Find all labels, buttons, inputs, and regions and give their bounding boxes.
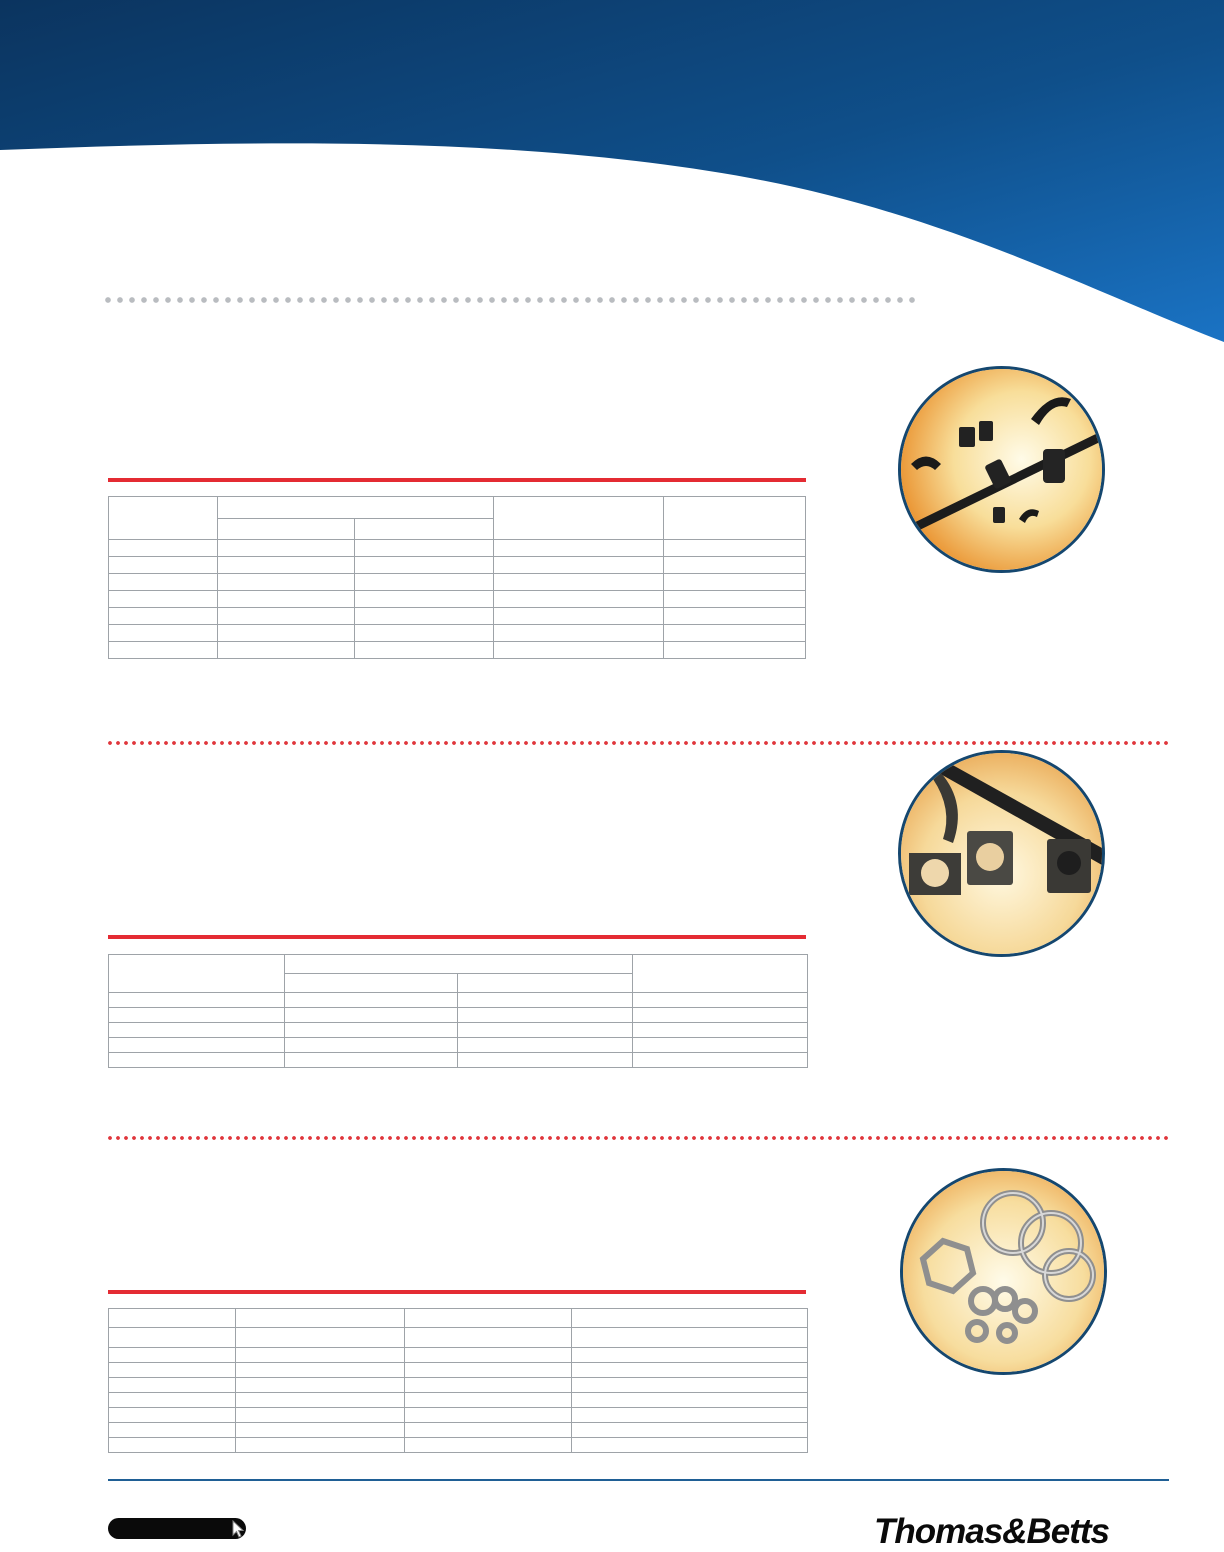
section-divider-gray bbox=[105, 297, 920, 303]
footer-rule bbox=[108, 1479, 1169, 1481]
thomas-betts-logo: Thomas&Betts bbox=[874, 1512, 1109, 1551]
mouse-cursor-icon bbox=[231, 1520, 245, 1538]
conduit-holders-photo bbox=[898, 750, 1105, 957]
section-divider-red bbox=[107, 740, 1171, 746]
table-header-rule bbox=[108, 478, 806, 482]
section-divider-red bbox=[107, 1135, 1171, 1141]
page-tab-button[interactable] bbox=[108, 1518, 246, 1539]
table-header-rule bbox=[108, 935, 806, 939]
spec-table-holders bbox=[108, 954, 808, 1068]
locknuts-photo bbox=[900, 1168, 1107, 1375]
table-header-rule bbox=[108, 1290, 806, 1294]
spec-table-clips bbox=[108, 496, 806, 659]
cable-clips-photo bbox=[898, 366, 1105, 573]
spec-table-locknuts bbox=[108, 1308, 808, 1453]
header-wave-banner bbox=[0, 0, 1224, 360]
